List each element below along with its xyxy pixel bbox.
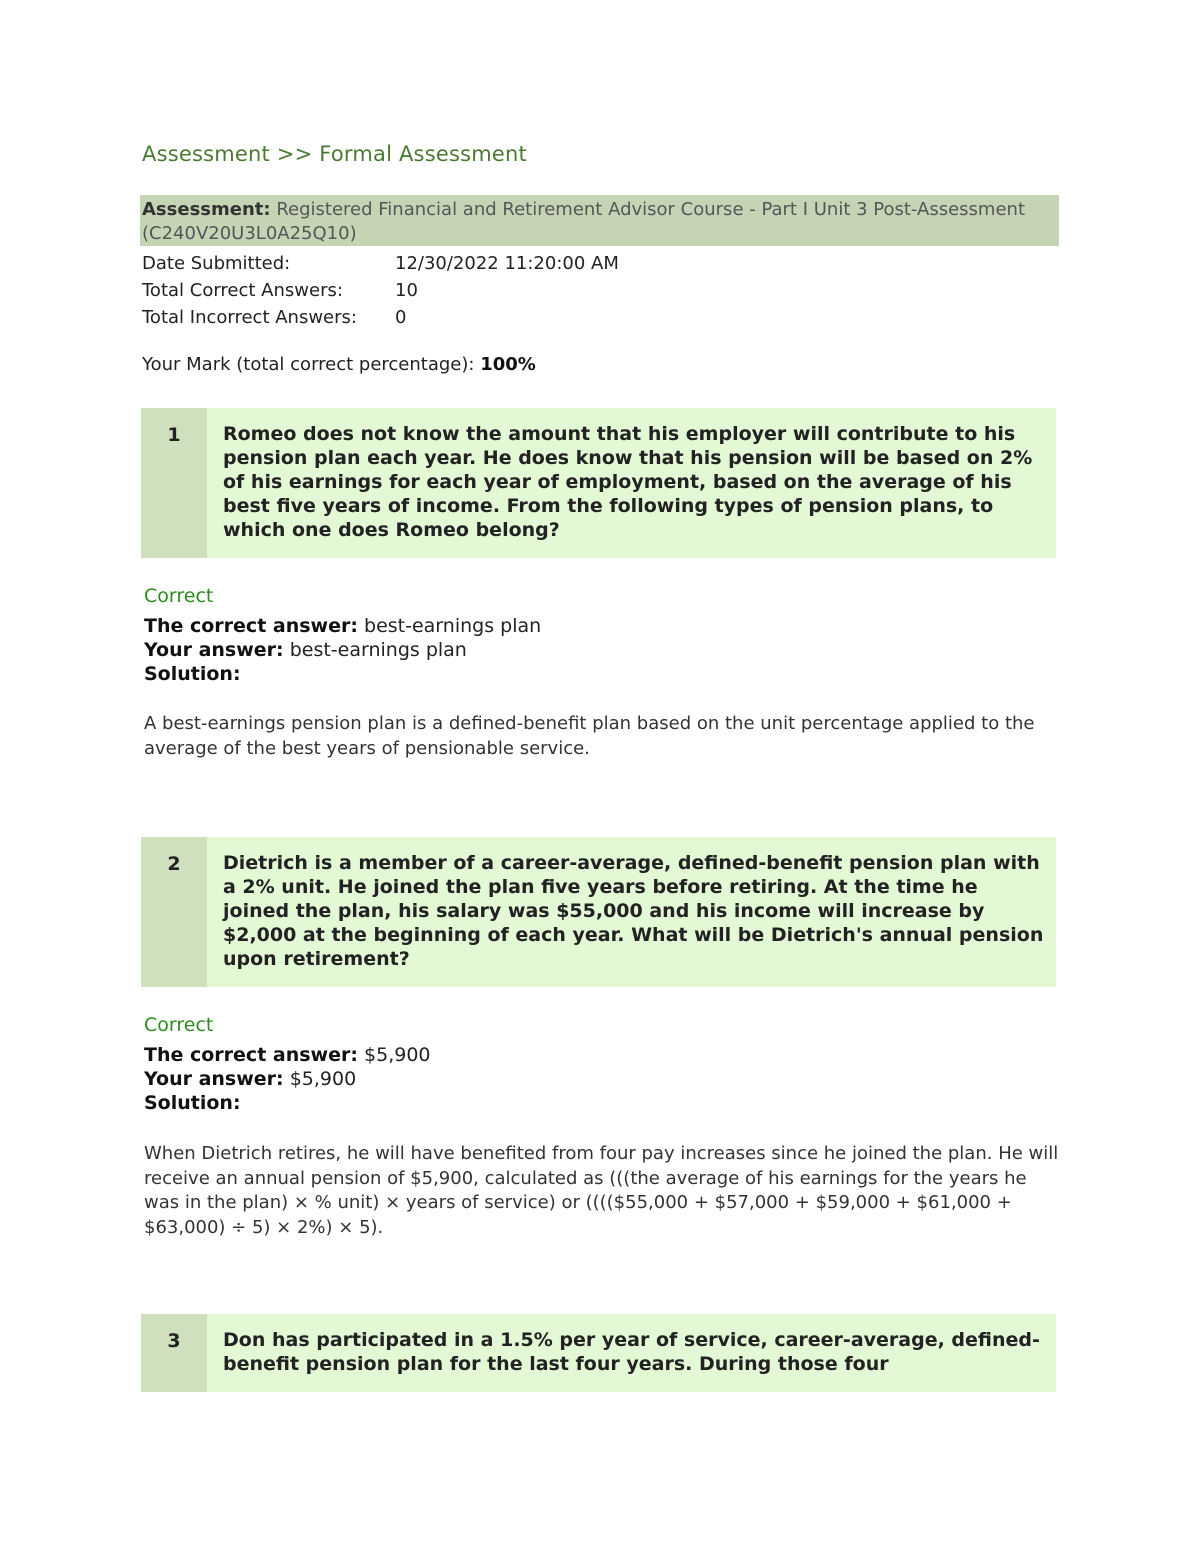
mark-label: Your Mark (total correct percentage): bbox=[142, 354, 475, 375]
total-incorrect-value: 0 bbox=[395, 307, 407, 328]
correct-answer-label: The correct answer: bbox=[144, 615, 358, 637]
total-correct-value: 10 bbox=[395, 280, 418, 301]
question-box bbox=[141, 408, 1056, 558]
solution-label: Solution: bbox=[144, 1092, 241, 1114]
total-correct-row bbox=[142, 277, 619, 304]
solution-label: Solution: bbox=[144, 663, 241, 685]
correct-answer-value: $5,900 bbox=[364, 1044, 431, 1066]
your-answer-line bbox=[144, 1067, 431, 1091]
assessment-label: Assessment: bbox=[142, 199, 271, 220]
solution-text: When Dietrich retires, he will have benefited from four pay increases since he joined the plan. He will receive an annual pension of $5,900, calculated as (((the average of his earnings for the years he was in the plan) × % unit) × years of service) or (((($55,000 + $57,000 + $59,000 + $61,000 + $63,000) ÷ 5) × 2%) × 5). bbox=[144, 1143, 1059, 1238]
result-status: Correct bbox=[144, 1014, 214, 1036]
date-submitted-label: Date Submitted: bbox=[142, 253, 291, 274]
result-status: Correct bbox=[144, 585, 214, 607]
solution-text: A best-earnings pension plan is a defined-benefit plan based on the unit percentage applied to the average of the best years of pensionable service. bbox=[144, 713, 1035, 759]
assessment-title: Registered Financial and Retirement Advisor Course - Part I Unit 3 Post-Assessment (C240V20U3L0A25Q10) bbox=[142, 199, 1026, 244]
correct-answer-label: The correct answer: bbox=[144, 1044, 358, 1066]
question-text: Don has participated in a 1.5% per year of service, career-average, defined-benefit pension plan for the last four years. During those four bbox=[223, 1329, 1040, 1375]
total-incorrect-label: Total Incorrect Answers: bbox=[142, 307, 357, 328]
your-answer-value: $5,900 bbox=[289, 1068, 357, 1090]
question-number: 3 bbox=[141, 1314, 207, 1392]
correct-answer-line bbox=[144, 614, 541, 638]
question-number: 1 bbox=[141, 408, 207, 558]
mark-value: 100% bbox=[480, 354, 536, 375]
correct-answer-line bbox=[144, 1043, 431, 1067]
date-submitted-row bbox=[142, 250, 619, 277]
your-answer-label: Your answer: bbox=[144, 639, 284, 661]
total-incorrect-row bbox=[142, 304, 619, 331]
submission-summary bbox=[142, 250, 619, 331]
question-box bbox=[141, 837, 1056, 987]
assessment-title-bar bbox=[140, 195, 1059, 246]
answer-result bbox=[144, 1013, 431, 1115]
question-number: 2 bbox=[141, 837, 207, 987]
answer-result bbox=[144, 584, 541, 686]
solution-heading bbox=[144, 1091, 431, 1115]
question-box bbox=[141, 1314, 1056, 1392]
your-mark bbox=[142, 354, 536, 375]
correct-answer-value: best-earnings plan bbox=[364, 615, 542, 637]
page-title: Assessment >> Formal Assessment bbox=[142, 142, 527, 166]
your-answer-line bbox=[144, 638, 541, 662]
question-text: Romeo does not know the amount that his employer will contribute to his pension plan each year. He does know that his pension will be based on 2% of his earnings for each year of employment, based on the average of his best five years of income. From the following types of pension plans, to which one does Romeo belong? bbox=[223, 423, 1033, 541]
your-answer-value: best-earnings plan bbox=[289, 639, 467, 661]
date-submitted-value: 12/30/2022 11:20:00 AM bbox=[395, 253, 619, 274]
your-answer-label: Your answer: bbox=[144, 1068, 284, 1090]
question-text: Dietrich is a member of a career-average, defined-benefit pension plan with a 2% unit. He joined the plan five years before retiring. At the time he joined the plan, his salary was $55,000 and his income will increase by $2,000 at the beginning of each year. What will be Dietrich's annual pension upon retirement? bbox=[223, 852, 1044, 970]
total-correct-label: Total Correct Answers: bbox=[142, 280, 343, 301]
solution-heading bbox=[144, 662, 541, 686]
